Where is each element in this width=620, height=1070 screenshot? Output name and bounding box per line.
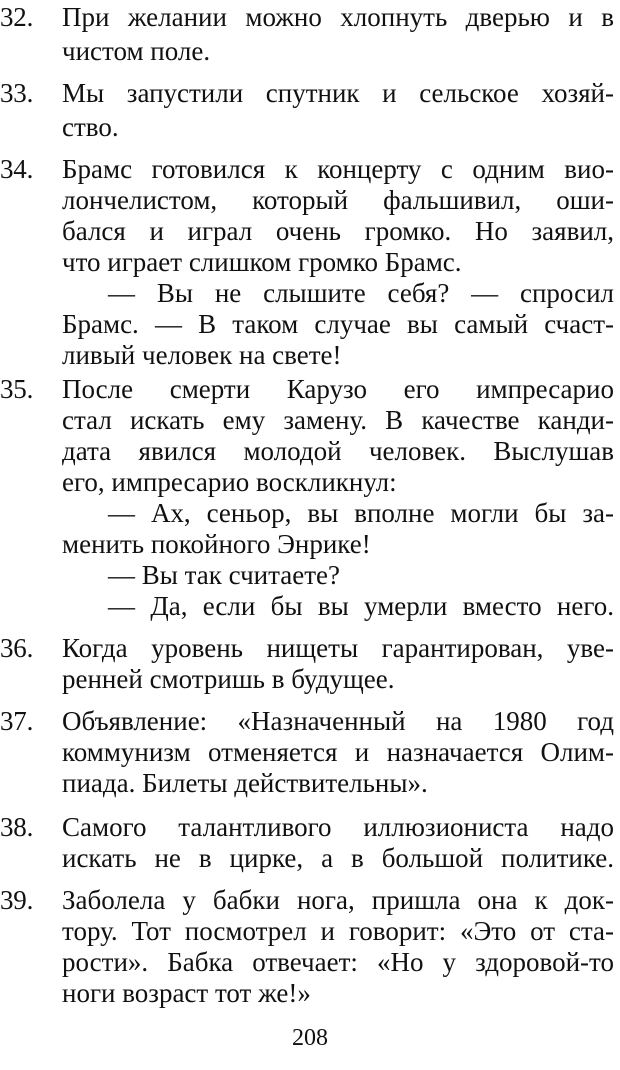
text-line: — Вы так считаете? [108,560,340,590]
text-line: — Ах, сеньор, вы вполне могли бы за- [108,498,614,528]
item-number: 37. [0,706,34,736]
text-line: Брамс готовился к концерту с одним вио- [62,154,614,184]
text-line: чистом поле. [62,36,211,66]
text-line: Заболела у бабки нога, пришла она к док- [62,885,614,915]
text-line: ство. [62,112,119,142]
text-line: — Вы не слышите себя? — спросил [108,278,614,308]
text-line: его, импресарио воскликнул: [62,467,397,497]
text-line: бался и играл очень громко. Но заявил, [62,216,614,246]
text-line: ренней смотришь в будущее. [62,664,395,694]
text-line: рости». Бабка отвечает: «Но у здоровой-то [62,947,614,977]
item-number: 32. [0,2,34,32]
item-number: 35. [0,374,34,404]
text-line: что играет слишком громко Брамс. [62,247,462,277]
text-line: стал искать ему замену. В качестве канди- [62,405,614,435]
text-line: Самого талантливого иллюзиониста надо [62,812,614,842]
item-number: 39. [0,885,34,915]
item-number: 34. [0,154,34,184]
item-number: 36. [0,633,34,663]
text-line: ливый человек на свете! [62,340,342,370]
item-number: 38. [0,812,34,842]
text-line: пиада. Билеты действительны». [62,768,428,798]
text-line: ноги возраст тот же!» [62,978,311,1008]
text-line: коммунизм отменяется и назначается Олим- [62,737,614,767]
text-line: тору. Тот посмотрел и говорит: «Это от ста- [62,916,614,946]
text-line: дата явился молодой человек. Выслушав [62,436,614,466]
text-line: Брамс. — В таком случае вы самый счаст- [62,309,614,339]
item-number: 33. [0,78,34,108]
text-line: После смерти Карузо его импресарио [62,374,614,404]
text-line: — Да, если бы вы умерли вместо него. [108,591,614,621]
text-line: лончелистом, который фальшивил, оши- [62,185,614,215]
text-line: При желании можно хлопнуть дверью и в [62,2,614,32]
text-line: Когда уровень нищеты гарантирован, уве- [62,633,614,663]
text-line: менить покойного Энрике! [62,529,371,559]
text-line: Объявление: «Назначенный на 1980 год [62,706,614,736]
page-number: 208 [292,1025,328,1051]
text-line: Мы запустили спутник и сельское хозяй- [62,78,614,108]
text-line: искать не в цирке, а в большой политике. [62,843,614,873]
